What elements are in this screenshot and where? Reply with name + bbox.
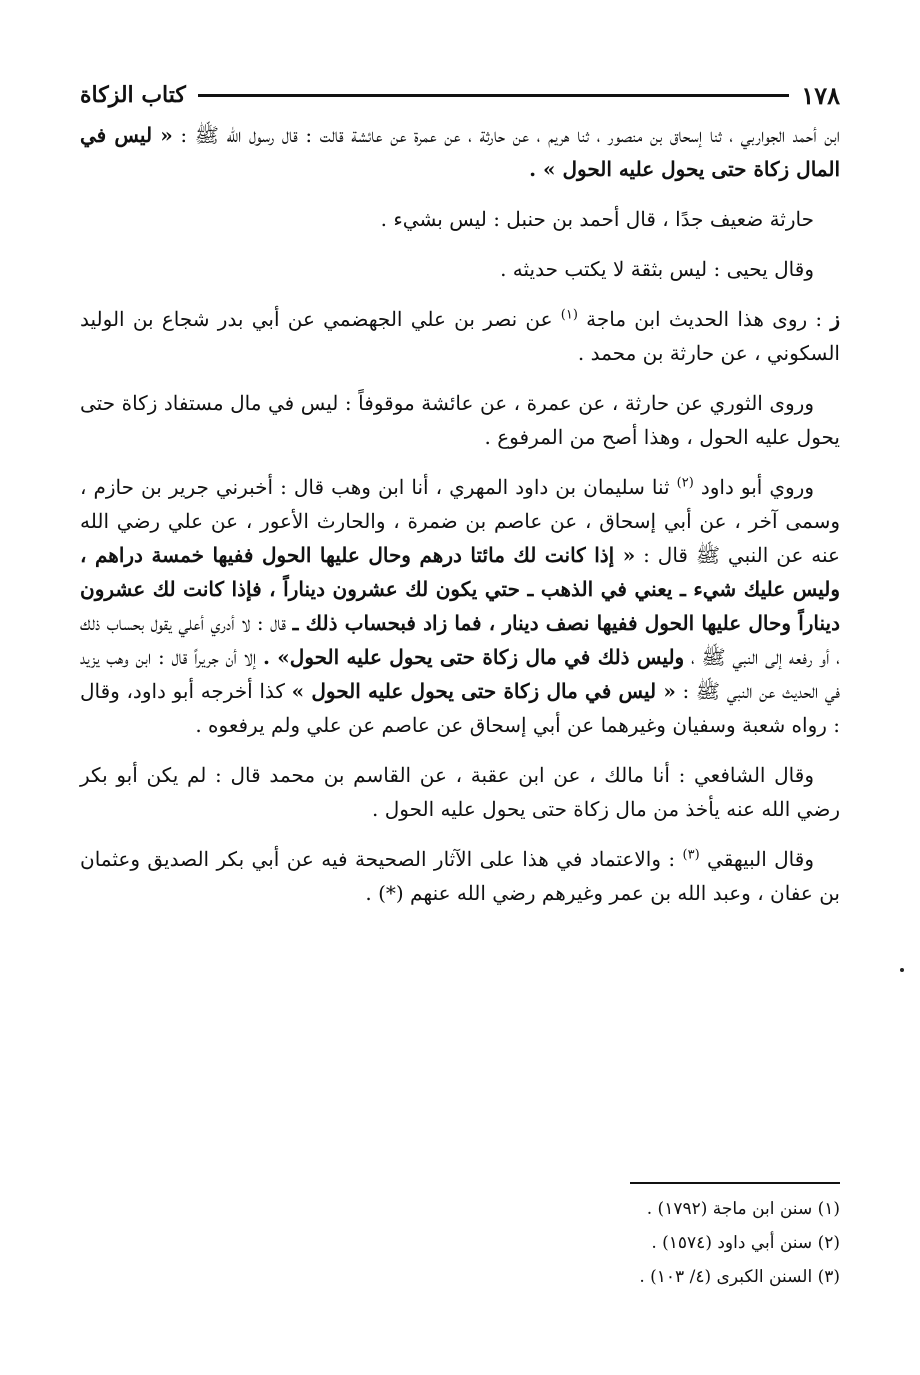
p6-hadith-a: « إذا كانت لك مائتا درهم وحال عليها الحول ففيها خمسة دراهم ، وليس عليك شيء ـ يعني في الذهب ـ حتي يكون لك عشرون ديناراً ، فإذا كانت لك عشرون ديناراً وحال عليها الحول ففيها نصف دينار ، فما زاد فبحساب ذلك ـ (80, 543, 841, 635)
footnote-rule (630, 1182, 840, 1184)
paragraph-3: وقال يحيى : ليس بثقة لا يكتب حديثه . (500, 257, 814, 281)
paragraph-4 (80, 302, 840, 370)
footnote-3: (٣) السنن الكبرى (٤/ ١٠٣) . (639, 1267, 840, 1287)
p6-text-d: إلا أن جريراً قال : ابن وهب يزيد في الحديث عن النبي ﷺ : (80, 645, 840, 703)
p4-text-b: عن نصر بن علي الجهضمي عن أبي بدر شجاع بن الوليد السكوني ، عن حارثة بن محمد . (80, 307, 840, 365)
footnotes (340, 1192, 840, 1294)
paragraph-1 (80, 118, 840, 186)
footnote-1: (١) سنن ابن ماجة (١٧٩٢) . (646, 1199, 840, 1219)
p8-text-b: : والاعتماد في هذا على الآثار الصحيحة فيه عن أبي بكر الصديق وعثمان بن عفان ، وعبد الله بن عمر وغيرهم رضي الله عنهم (*) . (80, 847, 840, 905)
margin-dot (900, 968, 904, 972)
p4-text-a: : روى هذا الحديث ابن ماجة (586, 307, 823, 331)
page-header (80, 78, 840, 112)
paragraph-2: حارثة ضعيف جدًا ، قال أحمد بن حنبل : ليس بشيء . (380, 207, 814, 231)
footnote-2: (٢) سنن أبي داود (١٥٧٤) . (651, 1233, 840, 1253)
footnote-ref-1: (١) (560, 307, 578, 323)
paragraph-5: وروى الثوري عن حارثة ، عن عمرة ، عن عائشة موقوفاً : ليس في مال مستفاد زكاة حتى يحول عليه الحول ، وهذا أصح من المرفوع . (80, 391, 840, 449)
p6-hadith-c: « ليس في مال زكاة حتى يحول عليه الحول » (291, 679, 676, 703)
p8-text-a: وقال البيهقي (707, 847, 814, 871)
paragraph-7: وقال الشافعي : أنا مالك ، عن ابن عقبة ، عن القاسم بن محمد قال : لم يكن أبو بكر رضي الله عنه يأخذ من مال زكاة حتى يحول عليه الحول . (80, 763, 840, 821)
footnote-ref-2: (٢) (676, 475, 694, 491)
paragraph-8 (80, 842, 840, 910)
paragraph-6 (80, 470, 840, 742)
chapter-title: كتاب الزكاة (80, 82, 186, 108)
p6-hadith-b: وليس ذلك في مال زكاة حتى يحول عليه الحول» . (262, 645, 685, 669)
page-number: ١٧٨ (801, 80, 840, 110)
main-text (80, 118, 840, 926)
p1-text: ابن أحمد الجواربي ، ثنا إسحاق بن منصور ، ثنا هريم ، عن حارثة ، عن عمرة عن عائشة قالت : قال رسول الله ﷺ : (180, 123, 840, 147)
commentary-mark: ز (830, 307, 841, 331)
p6-text-e: كذا أخرجه أبو داود، وقال : رواه شعبة وسفيان وغيرهما عن أبي إسحاق عن عاصم عن علي ولم يرفعوه . (80, 679, 840, 737)
p6-text-b: ثنا سليمان بن داود المهري ، أنا ابن وهب قال : أخبرني جرير بن حازم ، وسمى آخر ، عن أبي إسحاق ، عن عاصم بن ضمرة ، والحارث الأعور ، عن علي رضي الله عنه عن النبي ﷺ قال : (80, 475, 840, 567)
p1-hadith: « ليس في المال زكاة حتى يحول عليه الحول » . (80, 123, 840, 181)
footnote-ref-3: (٣) (682, 847, 700, 863)
p6-text-a: وروي أبو داود (700, 475, 815, 499)
p6-text-c: قال : لا أدري أعلي يقول بحساب ذلك ، أو رفعه إلى النبي ﷺ ، (80, 611, 840, 669)
header-rule (198, 94, 789, 97)
